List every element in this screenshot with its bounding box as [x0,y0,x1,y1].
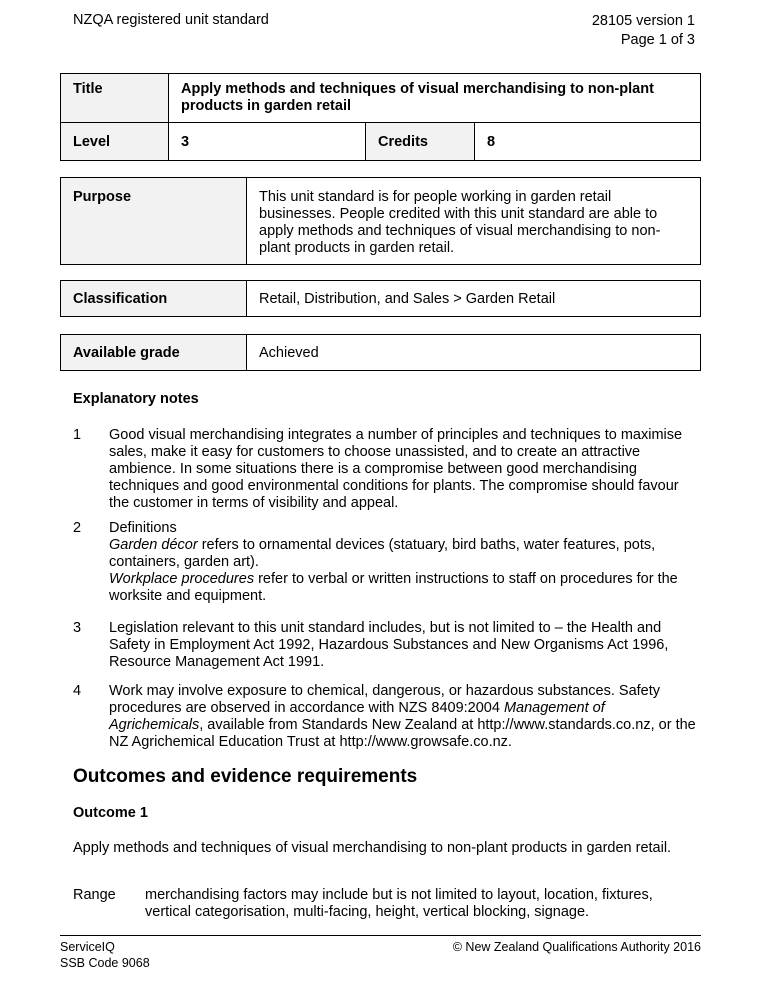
classification-value: Retail, Distribution, and Sales > Garden Retail [247,281,701,317]
grade-value: Achieved [247,335,701,371]
note-3 [73,620,701,672]
def-garden-decor: refers to ornamental devices (statuary, bird baths, water features, pots, containers, garden art). [109,537,656,570]
grade-table [60,334,701,371]
note-4-number: 4 [73,683,82,699]
title-label: Title [61,74,169,123]
note-4-text [109,683,701,751]
credits-label: Credits [366,123,475,161]
level-label: Level [61,123,169,161]
title-value: Apply methods and techniques of visual merchandising to non-plant products in garden retail [169,74,701,123]
range-label: Range [73,887,116,903]
note-4-pre: Work may involve exposure to chemical, dangerous, or hazardous substances. Safety procedures are observed in accordance with NZS 8409:2004 [109,683,661,716]
outcomes-heading: Outcomes and evidence requirements [73,766,418,787]
header-standard-label: NZQA registered unit standard [73,12,269,28]
classification-label: Classification [61,281,247,317]
level-value: 3 [169,123,366,161]
grade-label: Available grade [61,335,247,371]
header-version: 28105 version 1 [591,13,695,29]
note-3-text: Legislation relevant to this unit standard includes, but is not limited to – the Health and Safety in Employment Act 1992, Hazardous Substances and New Organisms Act 1996, Resource Management Act 1991. [109,620,669,670]
def-workplace-procedures: refer to verbal or written instructions to staff on procedures for the worksite and equipment. [109,571,678,604]
explanatory-notes-heading: Explanatory notes [73,391,199,407]
purpose-label: Purpose [61,178,247,265]
definition-workplace-procedures [109,571,701,605]
header-page-number: Page 1 of 3 [620,32,695,48]
term-workplace-procedures: Workplace procedures [109,571,255,587]
note-1-text: Good visual merchandising integrates a number of principles and techniques to maximise sales, make it easy for customers to choose unassisted, and to create an attractive ambience. In some situations there is a compromise between good merchandising techniques and good environmental conditions for plants. The compromise should favour the customer in terms of visibility and appeal. [109,427,683,511]
classification-table [60,280,701,317]
definitions-heading: Definitions [109,520,177,536]
note-4-post: , available from Standards New Zealand at http://www.standards.co.nz, or the NZ Agrichemical Education Trust at http://www.growsafe.co.nz. [109,717,696,750]
term-garden-decor: Garden décor [109,537,198,553]
footer-organisation: ServiceIQ [60,940,115,954]
title-table [60,73,701,161]
definition-garden-decor [109,537,701,571]
note-4 [73,683,701,751]
footer-copyright: © New Zealand Qualifications Authority 2016 [452,940,701,954]
note-2-number: 2 [73,520,82,536]
purpose-table [60,177,701,265]
note-2 [73,520,701,604]
note-3-number: 3 [73,620,82,636]
footer-left [60,939,150,971]
outcome-1-text: Apply methods and techniques of visual merchandising to non-plant products in garden retail. [73,840,672,856]
note-1 [73,427,701,511]
note-2-text [109,520,701,605]
note-4-italic-title: Management of Agrichemicals [109,700,605,733]
header-version-block [592,12,695,50]
outcome-1-label: Outcome 1 [73,805,148,821]
footer-rule [60,935,701,936]
range-text: merchandising factors may include but is not limited to layout, location, fixtures, vertical categorisation, multi-facing, height, vertical blocking, signage. [145,887,653,920]
purpose-text: This unit standard is for people working in garden retail businesses. People credited with this unit standard are able to apply methods and techniques of visual merchandising to non-plant products in garden retail. [247,178,701,265]
credits-value: 8 [475,123,701,161]
footer-ssb-code: SSB Code 9068 [60,956,150,970]
note-1-number: 1 [73,427,82,443]
